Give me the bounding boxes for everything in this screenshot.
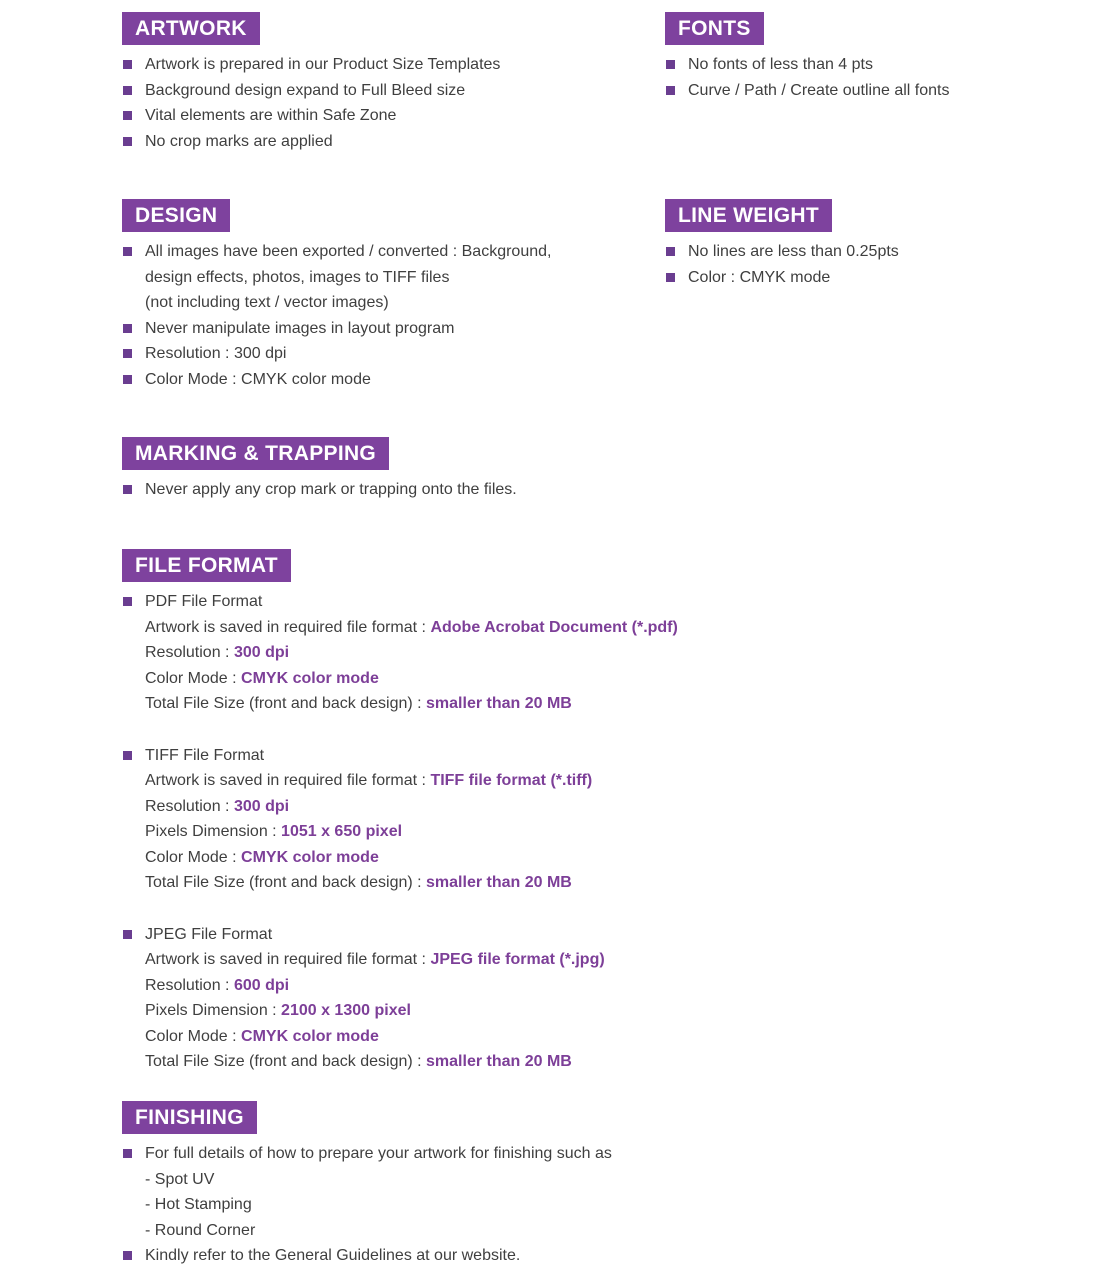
finishing-option: - Round Corner	[145, 1221, 256, 1239]
section-title-file-format: FILE FORMAT	[122, 549, 291, 582]
format-detail	[122, 691, 842, 717]
file-format-list	[122, 589, 842, 1075]
list-item: No lines are less than 0.25pts	[665, 239, 1085, 265]
section-title-artwork: ARTWORK	[122, 12, 260, 45]
detail-value: 2100 x 1300 pixel	[281, 1002, 411, 1019]
detail-label: Resolution :	[145, 644, 234, 661]
format-detail	[122, 870, 842, 896]
detail-label: Total File Size (front and back design) :	[145, 695, 427, 712]
detail-label: Artwork is saved in required file format :	[145, 772, 431, 789]
format-detail	[122, 819, 842, 845]
detail-value: CMYK color mode	[241, 848, 379, 866]
list-item: Kindly refer to the General Guidelines at our website.	[122, 1243, 842, 1269]
detail-value: 1051 x 650 pixel	[281, 823, 403, 840]
artwork-list	[122, 52, 662, 154]
format-detail	[122, 768, 842, 794]
detail-value: smaller than 20 MB	[426, 1053, 572, 1070]
detail-value: smaller than 20 MB	[426, 874, 572, 891]
list-item-line: design effects, photos, images to TIFF files	[145, 268, 450, 286]
section-title-line-weight: LINE WEIGHT	[665, 199, 832, 232]
line-weight-list	[665, 239, 1085, 290]
format-detail	[122, 640, 842, 666]
format-detail	[122, 973, 842, 999]
format-detail	[122, 1024, 842, 1050]
format-detail	[122, 1049, 842, 1075]
list-item: No fonts of less than 4 pts	[665, 52, 1085, 78]
format-detail	[122, 615, 842, 641]
finishing-option: - Spot UV	[145, 1170, 215, 1188]
detail-label: Total File Size (front and back design) :	[145, 874, 427, 891]
format-detail	[122, 947, 842, 973]
list-item: Never apply any crop mark or trapping onto the files.	[122, 477, 682, 503]
list-item: Resolution : 300 dpi	[122, 341, 682, 367]
detail-label: Color Mode :	[145, 669, 242, 687]
list-item: Background design expand to Full Bleed size	[122, 78, 662, 104]
detail-label: Color Mode :	[145, 848, 242, 866]
detail-label: Artwork is saved in required file format :	[145, 951, 431, 968]
format-detail	[122, 845, 842, 871]
section-title-design: DESIGN	[122, 199, 230, 232]
detail-label: Artwork is saved in required file format :	[145, 618, 431, 636]
detail-value: smaller than 20 MB	[426, 695, 572, 712]
section-file-format	[122, 549, 842, 1075]
list-item: For full details of how to prepare your artwork for finishing such as	[122, 1141, 842, 1167]
detail-value: TIFF file format (*.tiff)	[430, 772, 593, 789]
list-item-multiline	[122, 239, 682, 316]
list-item: No crop marks are applied	[122, 129, 662, 155]
format-block-pdf	[122, 589, 842, 717]
detail-value: 300 dpi	[233, 644, 290, 661]
format-block-tiff	[122, 743, 842, 896]
section-line-weight	[665, 199, 1085, 290]
section-design	[122, 199, 682, 392]
detail-value: JPEG file format (*.jpg)	[430, 951, 605, 968]
fonts-list	[665, 52, 1085, 103]
list-item: Never manipulate images in layout program	[122, 316, 682, 342]
design-list	[122, 239, 682, 392]
marking-trapping-list	[122, 477, 682, 503]
format-name: PDF File Format	[122, 589, 842, 615]
format-name: JPEG File Format	[122, 922, 842, 948]
detail-value: 600 dpi	[233, 976, 290, 994]
list-item: Color : CMYK mode	[665, 265, 1085, 291]
format-detail	[122, 794, 842, 820]
format-detail	[122, 998, 842, 1024]
detail-label: Pixels Dimension :	[145, 1002, 282, 1019]
detail-label: Resolution :	[145, 797, 234, 815]
list-item: Color Mode : CMYK color mode	[122, 367, 682, 393]
section-title-finishing: FINISHING	[122, 1101, 257, 1134]
detail-label: Resolution :	[145, 976, 234, 994]
detail-value: CMYK color mode	[241, 669, 379, 687]
format-name: TIFF File Format	[122, 743, 842, 769]
section-marking-trapping	[122, 437, 682, 503]
finishing-option: - Hot Stamping	[145, 1196, 252, 1213]
section-finishing	[122, 1101, 842, 1269]
section-artwork	[122, 12, 662, 154]
section-title-marking-trapping: MARKING & TRAPPING	[122, 437, 389, 470]
list-item: Curve / Path / Create outline all fonts	[665, 78, 1085, 104]
list-item: Artwork is prepared in our Product Size Templates	[122, 52, 662, 78]
list-item-line: All images have been exported / converted : Background,	[145, 243, 552, 260]
list-item-line: (not including text / vector images)	[145, 294, 389, 311]
section-fonts	[665, 12, 1085, 103]
detail-value: 300 dpi	[233, 797, 290, 815]
finishing-list	[122, 1141, 842, 1269]
format-block-jpeg	[122, 922, 842, 1075]
format-detail	[122, 666, 842, 692]
section-title-fonts: FONTS	[665, 12, 764, 45]
detail-label: Pixels Dimension :	[145, 823, 282, 840]
detail-label: Color Mode :	[145, 1027, 242, 1045]
list-item: Vital elements are within Safe Zone	[122, 103, 662, 129]
detail-value: CMYK color mode	[241, 1027, 379, 1045]
detail-value: Adobe Acrobat Document (*.pdf)	[430, 618, 678, 636]
detail-label: Total File Size (front and back design) :	[145, 1053, 427, 1070]
